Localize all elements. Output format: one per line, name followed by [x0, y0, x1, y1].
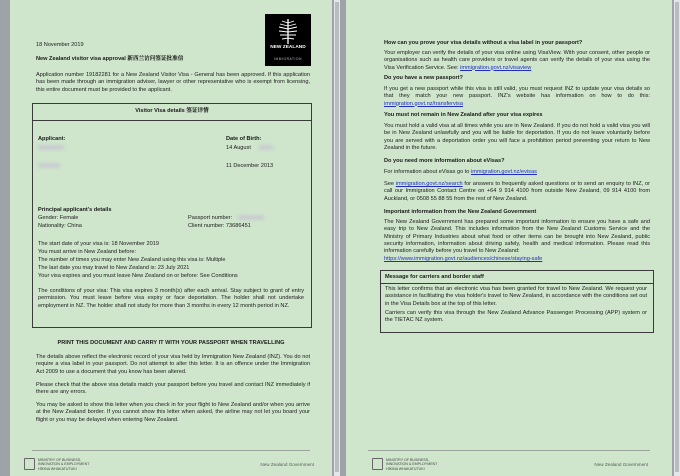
- carriers-paragraph-1: This letter confirms that an electronic visa has been granted for travel to New Zealand. We request your assistance in facilitating the visa holder's travel to New Zealand, in accordance with the conditions set out in the Visa Details box at the top of this letter.: [385, 286, 647, 307]
- contact-pre: See: [384, 181, 394, 187]
- dob-year-redacted: [259, 145, 273, 150]
- paragraph-visaview: [384, 50, 650, 72]
- carriers-title: Message for carriers and border staff: [385, 274, 484, 280]
- paragraph-check-details: Please check that the above visa details match your passport before you travel and contact INZ immediately if there are any errors.: [36, 382, 310, 396]
- paragraph-visa-expiry: You must hold a valid visa at all times while you are in New Zealand. If you do not hold a valid visa you will be in New Zealand unlawfully and you will be liable for deportation. If you do not leave voluntarily before you are served with a deportation order you will face a prohibition period preventing your return to New Zealand in the future.: [384, 123, 650, 151]
- heading-nz-government: Important information from the New Zealand Government: [384, 209, 537, 215]
- fern-icon: [274, 17, 302, 45]
- nz-government-mark: New Zealand Government: [594, 462, 648, 467]
- visaview-text: Your employer can verify the details of your visa online using VisaView. With your consent, other people or organisations such as health care providers or travel agents can verify the details of your visa using the Visa Verification Service. See:: [384, 50, 650, 71]
- intro-paragraph: Application number 19182281 for a New Zealand Visitor Visa - General has been approved. If this application has been made through an immigration adviser, lawyer or other representative who is exempt from licensing, this entire document must be provided to the applicant.: [36, 72, 310, 93]
- paragraph-evisas: [384, 169, 537, 176]
- mbie-line3: HĪKINA WHAKATUTUKI: [38, 466, 77, 471]
- visa-details-box: [32, 103, 312, 328]
- paragraph-contact: [384, 181, 650, 203]
- second-date: 11 December 2013: [226, 163, 274, 169]
- carriers-box: [380, 270, 654, 333]
- contact-text: for answers to frequently asked questions or to send an enquiry to INZ, or call our Immigration Contact Centre on +64 9 914 4100 from outside New Zealand, 09 914 4100 from Auckland, or 0508 55 88 55 from the rest of New Zealand.: [384, 181, 650, 202]
- page2-footer: [372, 458, 658, 473]
- paragraph-show-letter: You may be asked to show this letter when you check in for your flight to New Zealand and/or when you arrive at the New Zealand border. If you cannot show this letter when asked, the airline may not let you board your flight or you may be delayed when entering New Zealand.: [36, 402, 310, 423]
- page1-scrollbar[interactable]: [334, 0, 340, 476]
- mbie-line1: MINISTRY OF BUSINESS,: [386, 458, 430, 462]
- mbie-line2: INNOVATION & EMPLOYMENT: [38, 462, 90, 467]
- paragraph-electronic-record: The details above reflect the electronic record of your visa held by Immigration New Zealand (INZ). You do not require a visa label in your passport. Do not attempt to alter this letter. It is an offence under the Immigration Act 2009 to use a document that you know has been altered.: [36, 354, 310, 375]
- page1-footer: [24, 458, 318, 473]
- visa-line-arrive: You must arrive in New Zealand before:: [38, 249, 137, 255]
- passport-label: Passport number:: [188, 215, 233, 221]
- principal-heading: Principal applicant's details: [38, 207, 112, 213]
- page1-scrollbar-thumb[interactable]: [335, 2, 339, 472]
- dob-value: 14 August: [226, 145, 251, 151]
- heading-new-passport: Do you have a new passport?: [384, 75, 463, 81]
- letter-page-2: [346, 0, 672, 476]
- paragraph-nz-government: The New Zealand Government has prepared some important information to ensure you have a safe and easy trip to New Zealand. This includes information from the New Zealand Customs Service and the Ministry of Primary Industries about what food or other items can be brought into New Zealand, public security information, information about driving safely, health and medical information. Please read this information carefully before you travel to New Zealand:: [384, 219, 650, 255]
- carriers-divider: [381, 283, 653, 284]
- mbie-line2: INNOVATION & EMPLOYMENT: [386, 462, 438, 467]
- page2-scrollbar[interactable]: [674, 0, 680, 476]
- title-divider: [33, 120, 311, 121]
- nz-crest-icon: [24, 458, 35, 470]
- heading-prove-visa: How can you prove your visa details without a visa label in your passport?: [384, 40, 583, 46]
- visa-line-start: The start date of your visa is: 18 November 2019: [38, 241, 159, 247]
- page2-scrollbar-thumb[interactable]: [675, 2, 679, 472]
- visa-line-expiry: Your visa expires and you must leave New Zealand on or before: See Conditions: [38, 273, 238, 279]
- visa-line-last-date: The last date you may travel to New Zealand is: 23 July 2021: [38, 265, 190, 271]
- visaview-link[interactable]: immigration.govt.nz/visaview: [460, 64, 532, 71]
- search-link[interactable]: immigration.govt.nz/search: [395, 181, 463, 187]
- applicant-name-redacted: [38, 145, 64, 150]
- mbie-org: [386, 458, 466, 471]
- nationality: Nationality: China: [38, 223, 82, 229]
- dob-label: Date of Birth:: [226, 136, 262, 142]
- paragraph-new-passport: [384, 86, 650, 108]
- evisas-text: For information about eVisas go to: [384, 169, 470, 175]
- heading-evisas: Do you need more information about eVisas?: [384, 158, 505, 164]
- letter-subject: New Zealand visitor visa approval 新西兰访问签证批准信: [36, 56, 184, 62]
- footer-divider: [368, 450, 650, 451]
- letter-date: 18 November 2019: [36, 42, 84, 48]
- gender: Gender: Female: [38, 215, 79, 221]
- carriers-paragraph-2: Carriers can verify this visa through the New Zealand Advance Passenger Processing (APP) system or the TIETAC NZ system.: [385, 310, 647, 324]
- visa-conditions: The conditions of your visa: This visa expires 3 month(s) after each arrival. Stay subject to grant of entry permission. You must leave before visa expiry or face deportation. The holder shall not undertake employment in NZ. The holder shall not study for more than 3 months in every 12 month period in NZ.: [38, 288, 304, 309]
- heading-visa-expiry: You must not remain in New Zealand after your visa expires: [384, 112, 543, 118]
- nz-crest-icon: [372, 458, 383, 470]
- logo-line1: NEW ZEALAND: [270, 45, 306, 50]
- applicant-field-redacted: [38, 163, 60, 168]
- applicant-label: Applicant:: [38, 136, 66, 142]
- mbie-org: [38, 458, 118, 471]
- staying-safe-link[interactable]: https://www.immigration.govt.nz/audiences/chinese/staying-safe: [384, 256, 543, 262]
- logo-line2: IMMIGRATION: [274, 57, 302, 61]
- staying-safe-link-wrap: [384, 256, 542, 263]
- client-number: Client number: 73686451: [188, 223, 251, 229]
- transfervisa-link[interactable]: immigration.govt.nz/transfervisa: [384, 100, 463, 107]
- immigration-nz-logo: [265, 14, 311, 66]
- footer-divider: [32, 450, 310, 451]
- nz-government-mark: New Zealand Government: [260, 462, 314, 467]
- passport-number-redacted: [238, 215, 264, 220]
- print-heading: PRINT THIS DOCUMENT AND CARRY IT WITH YOUR PASSPORT WHEN TRAVELLING: [57, 340, 285, 346]
- new-passport-text: If you get a new passport while this visa is still valid, you must request INZ to update your visa details so that they match your new passport. INZ's website has information on how to do this:: [384, 86, 650, 100]
- visa-details-title: Visitor Visa details 签证详情: [135, 108, 209, 114]
- mbie-line1: MINISTRY OF BUSINESS,: [38, 458, 82, 462]
- mbie-line3: HĪKINA WHAKATUTUKI: [386, 466, 425, 471]
- visa-line-entries: The number of times you may enter New Zealand using this visa is: Multiple: [38, 257, 226, 263]
- letter-page-1: [10, 0, 332, 476]
- evisas-link[interactable]: immigration.govt.nz/evisas: [470, 169, 537, 175]
